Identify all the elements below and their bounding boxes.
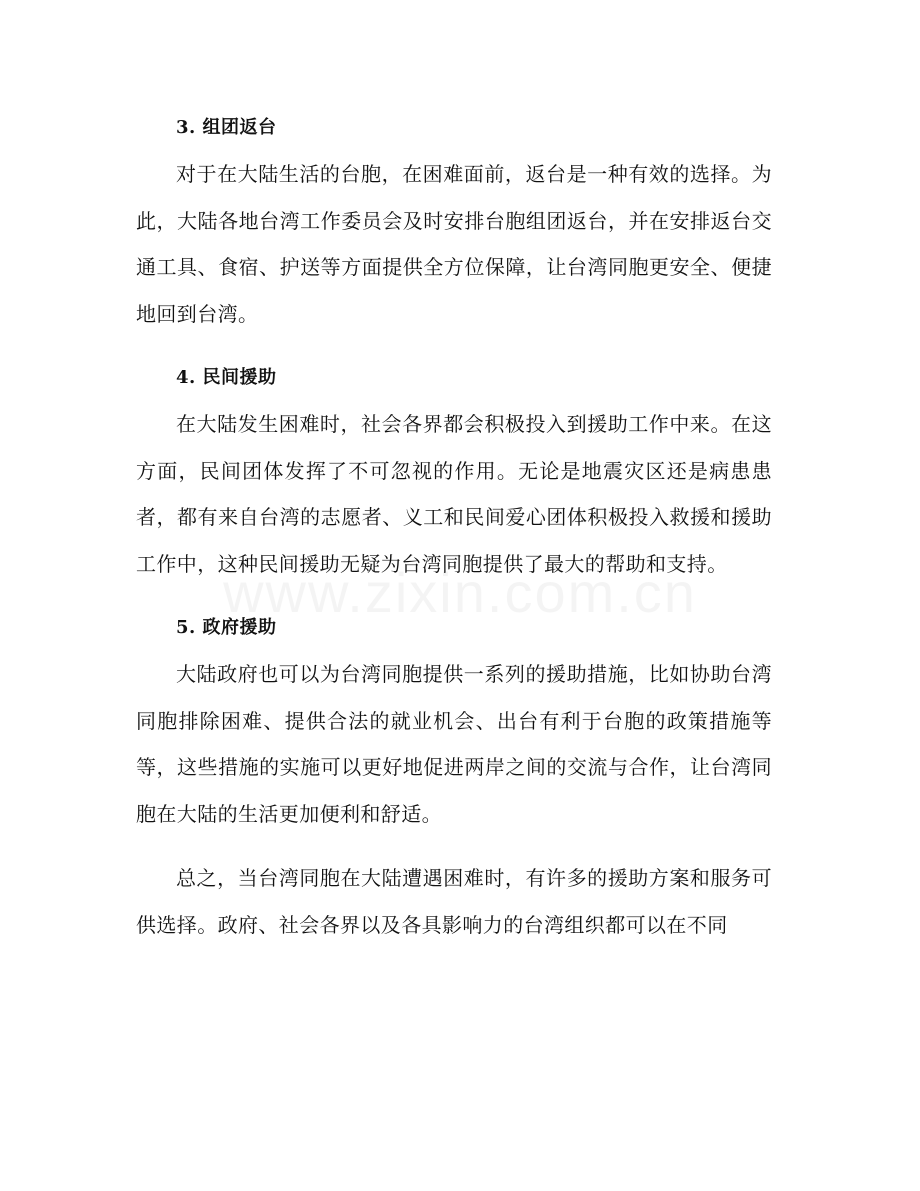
conclusion-paragraph: 总之，当台湾同胞在大陆遭遇困难时，有许多的援助方案和服务可供选择。政府、社会各界以及各具影响力的台湾组织都可以在不同 bbox=[136, 866, 772, 937]
section-heading: 3. 组团返台 bbox=[176, 117, 277, 138]
section-paragraph: 对于在大陆生活的台胞，在困难面前，返台是一种有效的选择。为此，大陆各地台湾工作委员会及时安排台胞组团返台，并在安排返台交通工具、食宿、护送等方面提供全方位保障，让台湾同胞更安全、便捷地回到台湾。 bbox=[136, 162, 772, 326]
section-paragraph: 大陆政府也可以为台湾同胞提供一系列的援助措施，比如协助台湾同胞排除困难、提供合法的就业机会、出台有利于台胞的政策措施等等，这些措施的实施可以更好地促进两岸之间的交流与合作，让台湾同胞在大陆的生活更加便利和舒适。 bbox=[136, 662, 772, 826]
section-return-group bbox=[136, 105, 772, 337]
section-government-aid bbox=[136, 605, 772, 837]
document-content bbox=[136, 105, 772, 948]
section-heading: 4. 民间援助 bbox=[176, 367, 277, 388]
section-paragraph: 在大陆发生困难时，社会各界都会积极投入到援助工作中来。在这方面，民间团体发挥了不可忽视的作用。无论是地震灾区还是病患患者，都有来自台湾的志愿者、义工和民间爱心团体积极投入救援和援助工作中，这种民间援助无疑为台湾同胞提供了最大的帮助和支持。 bbox=[136, 412, 772, 576]
section-civil-aid bbox=[136, 355, 772, 587]
section-heading: 5. 政府援助 bbox=[176, 617, 277, 638]
